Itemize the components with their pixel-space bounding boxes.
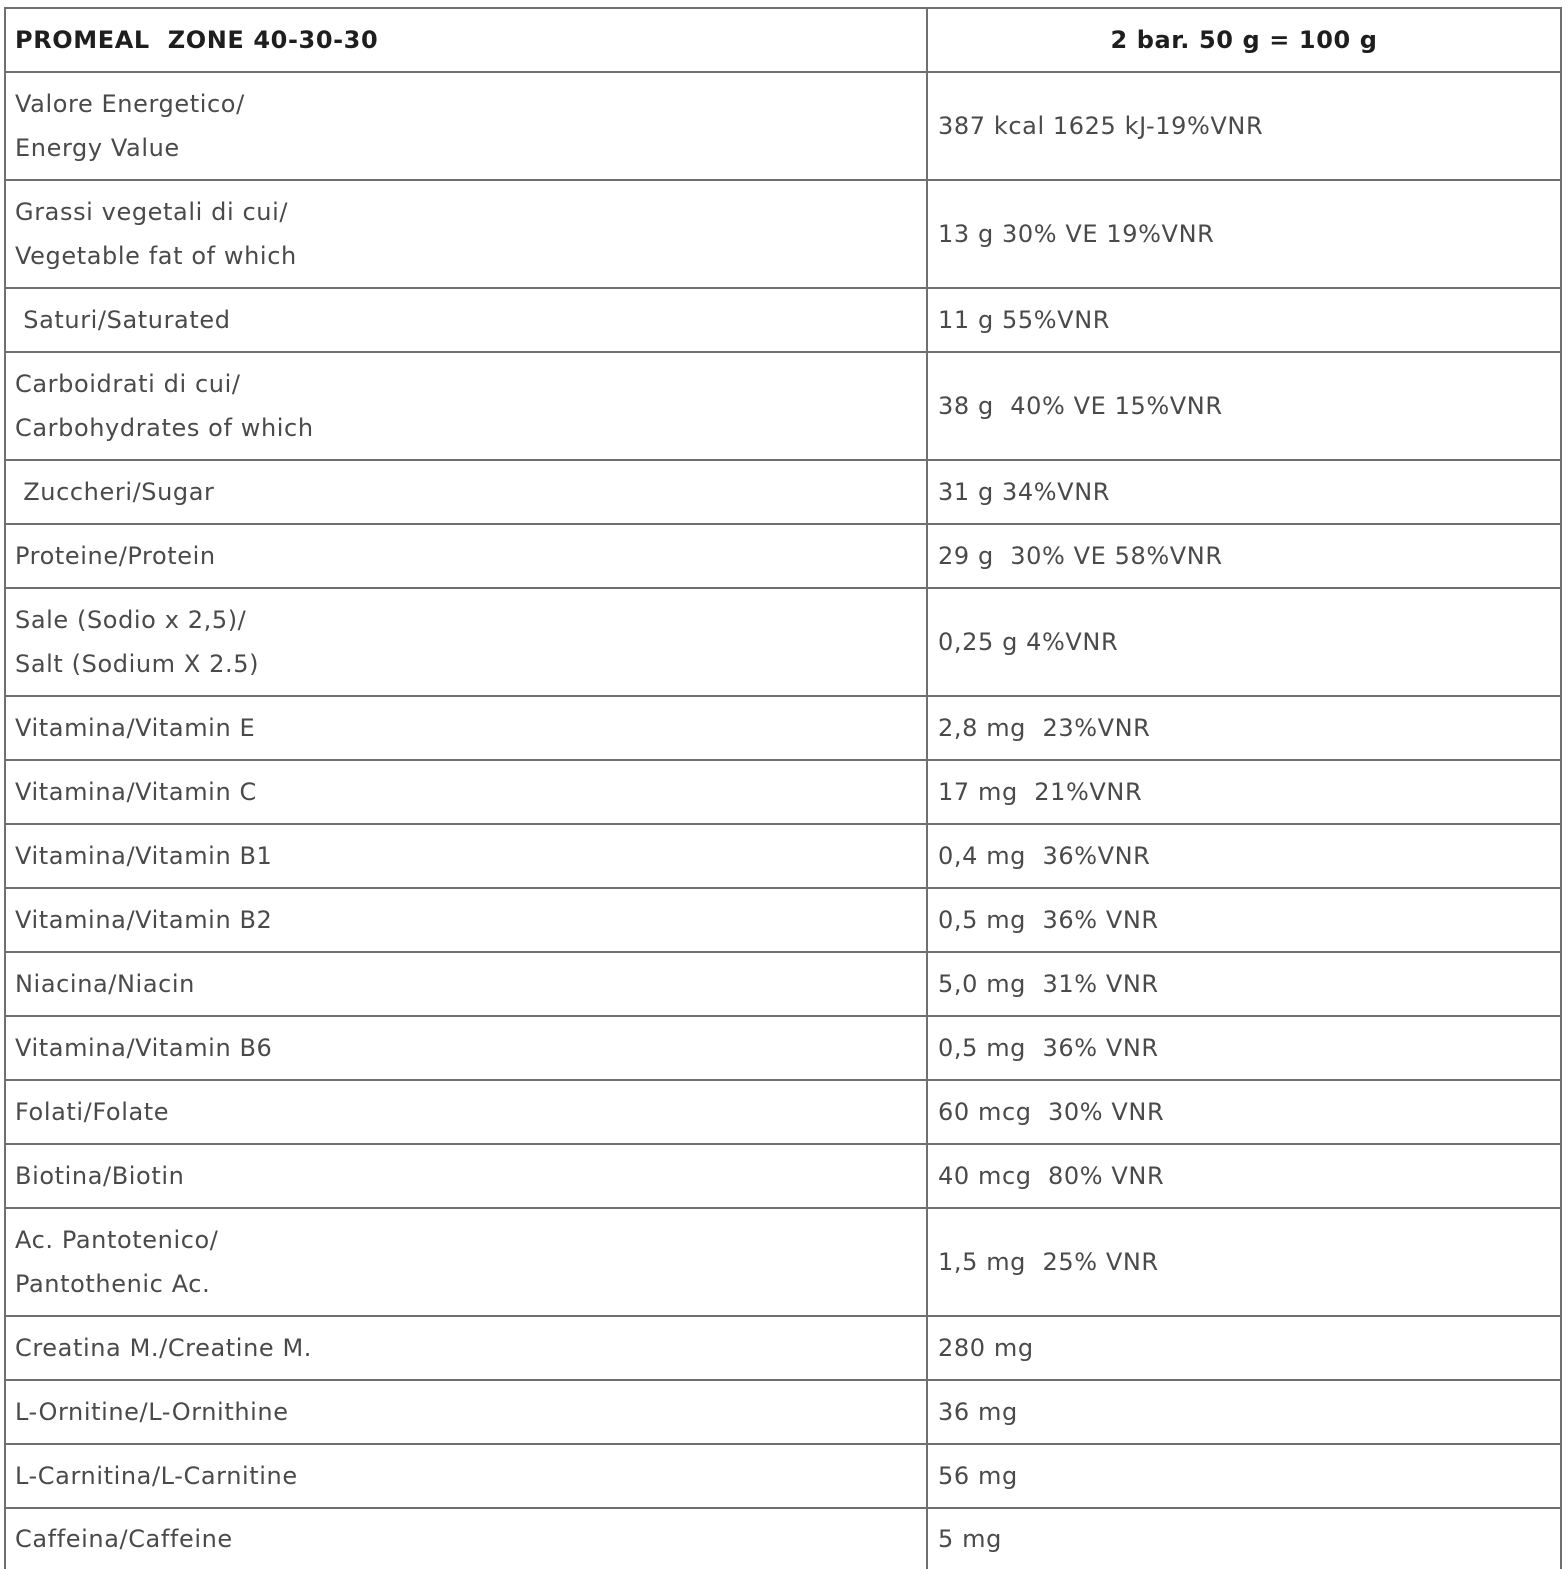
nutrient-value-cell	[928, 825, 1562, 887]
table-row	[6, 761, 1562, 825]
nutrient-label-cell	[6, 461, 928, 523]
nutrient-value: 13 g 30% VE 19%VNR	[938, 220, 1215, 248]
nutrient-name: Biotina/Biotin	[15, 1162, 185, 1190]
table-row	[6, 1381, 1562, 1445]
table-row	[6, 697, 1562, 761]
nutrient-value: 5 mg	[938, 1525, 1002, 1553]
table-row	[6, 1509, 1562, 1569]
nutrient-name: Carboidrati di cui/	[15, 370, 241, 398]
nutrient-value-cell	[928, 461, 1562, 523]
nutrient-name: Proteine/Protein	[15, 542, 216, 570]
nutrient-name: Zuccheri/Sugar	[15, 478, 215, 506]
nutrient-value: 5,0 mg 31% VNR	[938, 970, 1159, 998]
table-row	[6, 1445, 1562, 1509]
nutrient-value: 0,25 g 4%VNR	[938, 628, 1119, 656]
nutrient-value: 60 mcg 30% VNR	[938, 1098, 1165, 1126]
table-row	[6, 889, 1562, 953]
table-row	[6, 825, 1562, 889]
nutrient-value-cell	[928, 1081, 1562, 1143]
nutrient-name: Ac. Pantotenico/	[15, 1226, 219, 1254]
table-row	[6, 289, 1562, 353]
nutrient-name: Vitamina/Vitamin B1	[15, 842, 273, 870]
table-row	[6, 1209, 1562, 1317]
nutrient-label-cell	[6, 761, 928, 823]
nutrient-name-english: Energy Value	[15, 134, 180, 162]
nutrient-value-cell	[928, 1145, 1562, 1207]
header-label-cell	[6, 9, 928, 71]
nutrient-value-cell	[928, 953, 1562, 1015]
nutrient-value: 56 mg	[938, 1462, 1018, 1490]
nutrient-name: Grassi vegetali di cui/	[15, 198, 289, 226]
table-row	[6, 1317, 1562, 1381]
nutrient-value: 0,5 mg 36% VNR	[938, 906, 1159, 934]
nutrient-name-english: Vegetable fat of which	[15, 242, 297, 270]
nutrient-name-english: Pantothenic Ac.	[15, 1270, 211, 1298]
nutrient-label-cell	[6, 181, 928, 287]
nutrient-value-cell	[928, 289, 1562, 351]
nutrient-value-cell	[928, 1445, 1562, 1507]
nutrient-label-cell	[6, 525, 928, 587]
nutrient-name: L-Ornitine/L-Ornithine	[15, 1398, 289, 1426]
nutrient-name-english: Carbohydrates of which	[15, 414, 314, 442]
nutrient-label-cell	[6, 953, 928, 1015]
nutrient-value: 2,8 mg 23%VNR	[938, 714, 1151, 742]
serving-size: 2 bar. 50 g = 100 g	[1110, 26, 1378, 54]
nutrient-value-cell	[928, 525, 1562, 587]
table-row	[6, 525, 1562, 589]
nutrient-value-cell	[928, 1509, 1562, 1569]
nutrient-label-cell	[6, 1209, 928, 1315]
nutrient-value-cell	[928, 589, 1562, 695]
nutrient-name: Saturi/Saturated	[15, 306, 231, 334]
nutrient-label-cell	[6, 1381, 928, 1443]
nutrient-value-cell	[928, 73, 1562, 179]
nutrient-label-cell	[6, 289, 928, 351]
nutrient-value-cell	[928, 1017, 1562, 1079]
nutrient-value: 387 kcal 1625 kJ-19%VNR	[938, 112, 1264, 140]
table-row	[6, 1017, 1562, 1081]
nutrient-value-cell	[928, 353, 1562, 459]
table-row	[6, 181, 1562, 289]
nutrient-name: Vitamina/Vitamin B6	[15, 1034, 273, 1062]
nutrient-name: Vitamina/Vitamin B2	[15, 906, 273, 934]
nutrient-label-cell	[6, 1017, 928, 1079]
nutrient-label-cell	[6, 1509, 928, 1569]
nutrient-value: 1,5 mg 25% VNR	[938, 1248, 1159, 1276]
nutrient-value: 11 g 55%VNR	[938, 306, 1111, 334]
nutrient-name: Folati/Folate	[15, 1098, 170, 1126]
nutrient-label-cell	[6, 1317, 928, 1379]
table-row	[6, 73, 1562, 181]
nutrient-value: 36 mg	[938, 1398, 1018, 1426]
nutrient-label-cell	[6, 73, 928, 179]
nutrient-label-cell	[6, 1081, 928, 1143]
nutrient-value: 0,5 mg 36% VNR	[938, 1034, 1159, 1062]
table-row	[6, 589, 1562, 697]
product-title: PROMEAL ZONE 40-30-30	[15, 26, 379, 54]
nutrient-label-cell	[6, 697, 928, 759]
table-row	[6, 461, 1562, 525]
nutrient-value-cell	[928, 889, 1562, 951]
nutrient-name: Creatina M./Creatine M.	[15, 1334, 313, 1362]
nutrient-label-cell	[6, 825, 928, 887]
nutrient-name: Vitamina/Vitamin C	[15, 778, 257, 806]
table-header-row	[6, 9, 1562, 73]
nutrient-value: 38 g 40% VE 15%VNR	[938, 392, 1223, 420]
nutrient-value: 280 mg	[938, 1334, 1034, 1362]
nutrient-value: 0,4 mg 36%VNR	[938, 842, 1151, 870]
header-value-cell	[928, 9, 1562, 71]
nutrient-value-cell	[928, 1209, 1562, 1315]
nutrient-name: Caffeina/Caffeine	[15, 1525, 233, 1553]
table-row	[6, 953, 1562, 1017]
nutrient-label-cell	[6, 589, 928, 695]
nutrient-name: Vitamina/Vitamin E	[15, 714, 256, 742]
table-row	[6, 353, 1562, 461]
nutrient-name: Niacina/Niacin	[15, 970, 195, 998]
table-body	[6, 73, 1562, 1569]
nutrient-label-cell	[6, 353, 928, 459]
nutrient-value: 40 mcg 80% VNR	[938, 1162, 1165, 1190]
nutrient-name: Valore Energetico/	[15, 90, 245, 118]
nutrition-table	[4, 7, 1562, 1569]
nutrient-value: 31 g 34%VNR	[938, 478, 1111, 506]
nutrient-name-english: Salt (Sodium X 2.5)	[15, 650, 260, 678]
nutrient-value-cell	[928, 697, 1562, 759]
nutrient-label-cell	[6, 889, 928, 951]
nutrient-value-cell	[928, 181, 1562, 287]
nutrient-label-cell	[6, 1145, 928, 1207]
nutrient-value-cell	[928, 761, 1562, 823]
table-row	[6, 1081, 1562, 1145]
nutrient-value-cell	[928, 1317, 1562, 1379]
nutrient-name: Sale (Sodio x 2,5)/	[15, 606, 247, 634]
nutrient-value: 17 mg 21%VNR	[938, 778, 1143, 806]
nutrient-value-cell	[928, 1381, 1562, 1443]
nutrient-name: L-Carnitina/L-Carnitine	[15, 1462, 298, 1490]
table-row	[6, 1145, 1562, 1209]
nutrient-value: 29 g 30% VE 58%VNR	[938, 542, 1223, 570]
nutrient-label-cell	[6, 1445, 928, 1507]
